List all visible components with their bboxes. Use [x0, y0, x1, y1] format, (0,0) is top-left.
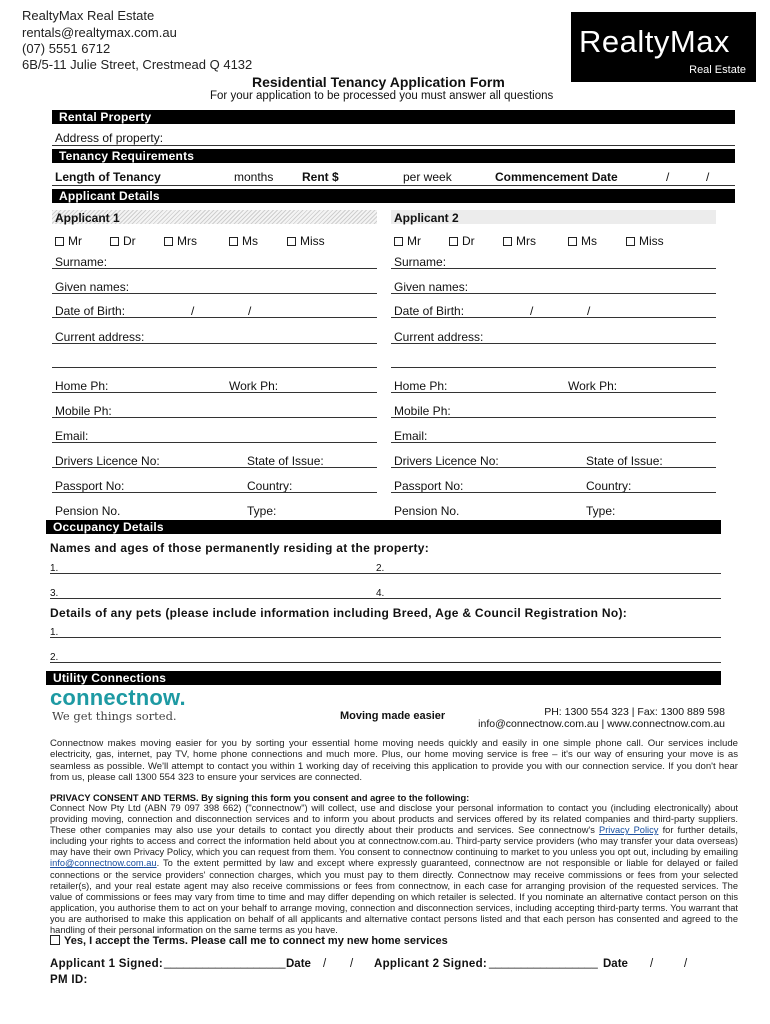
tenancy-field-line[interactable] — [52, 185, 735, 186]
section-utility-connections: Utility Connections — [46, 671, 721, 685]
a2-drivers-licence-label: Drivers Licence No: — [394, 454, 499, 468]
a2-dob-field[interactable] — [391, 317, 716, 318]
a1-current-address-field-2[interactable] — [52, 367, 377, 368]
checkbox-icon[interactable] — [626, 237, 635, 246]
a1-state-of-issue-label: State of Issue: — [247, 454, 324, 468]
a2-surname-field[interactable] — [391, 268, 716, 269]
applicant1-signature-line[interactable]: ___________________ — [164, 957, 286, 969]
a1-home-ph-label: Home Ph: — [55, 379, 109, 393]
a1-type-label: Type: — [247, 504, 277, 518]
checkbox-icon[interactable] — [55, 237, 64, 246]
pet-1-number: 1. — [50, 627, 59, 638]
applicant1-heading: Applicant 1 — [55, 211, 120, 225]
privacy-text-3: . To the extent permitted by law and except where expressly guaranteed, connectnow are not responsible or liable for delayed or failed connections or the service providers' connection charges, which you must pay to them directly. Connectnow may receive commissions or fees from your selected retailer(s), and your real estate agent may also receive commissions or fees from connectnow, in each case for arranging provision of the requested services. The value of commissions or fees may vary from time to time and may differ depending on which retailer is selected. If you nominate an alternative contact person on this application, you authorise them to act on your behalf to arrange moving, connection and disconnection services, including accepting third-party terms. You warrant that you are authorised to make this application on behalf of all applicants and alternative contact persons listed and that each person has consented and agreed to the handling of their personal information on the same terms as you have. — [50, 858, 738, 936]
a2-title-ms[interactable] — [568, 234, 597, 248]
checkbox-icon[interactable] — [110, 237, 119, 246]
title-label: Ms — [242, 234, 258, 248]
a2-phone-field[interactable] — [391, 392, 716, 393]
a2-state-of-issue-label: State of Issue: — [586, 454, 663, 468]
a1-email-label: Email: — [55, 429, 89, 443]
connectnow-intro: Connectnow makes moving easier for you by sorting your essential home moving needs quickly and easily in one simple phone call. Our services include electricity, gas, internet, pay TV, home phone connections and much more. Plus, our home moving service is free – it's our way of ensuring your move is as seamless as possible. We'll attempt to contact you within 1 working day of receiving this application to provide you with our connection service. If you don't hear from us, please call 1300 554 323 to ensure your services are connected. — [50, 738, 738, 783]
resident-row-1-field[interactable] — [50, 573, 721, 574]
a2-current-address-field-2[interactable] — [391, 367, 716, 368]
company-phone: (07) 5551 6712 — [22, 41, 111, 56]
a2-work-ph-label: Work Ph: — [568, 379, 618, 393]
a2-licence-field[interactable] — [391, 467, 716, 468]
checkbox-icon[interactable] — [503, 237, 512, 246]
resident-4-number: 4. — [376, 588, 385, 599]
rent-label: Rent $ — [302, 170, 339, 184]
a1-title-mr[interactable] — [55, 234, 82, 248]
logo-main-text: RealtyMax — [579, 24, 730, 59]
realtymax-logo — [571, 12, 756, 82]
title-label: Ms — [581, 234, 597, 248]
checkbox-icon[interactable] — [449, 237, 458, 246]
a1-current-address-field[interactable] — [52, 343, 377, 344]
privacy-email-link[interactable]: info@connectnow.com.au — [50, 858, 157, 869]
resident-1-number: 1. — [50, 563, 59, 574]
pet-2-number: 2. — [50, 652, 59, 663]
logo-sub-text: Real Estate — [689, 64, 746, 76]
per-week-label: per week — [403, 170, 452, 184]
address-of-property-label: Address of property: — [55, 131, 164, 145]
dob-slash: / — [248, 304, 252, 318]
accept-terms-label: Yes, I accept the Terms. Please call me to connect my new home services — [64, 935, 448, 947]
resident-2-number: 2. — [376, 563, 385, 574]
a1-mobile-ph-label: Mobile Ph: — [55, 404, 112, 418]
pet-row-2-field[interactable] — [50, 662, 721, 663]
a1-email-field[interactable] — [52, 442, 377, 443]
a1-dob-label: Date of Birth: — [55, 304, 126, 318]
title-label: Miss — [639, 234, 664, 248]
residents-label: Names and ages of those permanently residing at the property: — [50, 541, 430, 555]
privacy-heading: PRIVACY CONSENT AND TERMS. By signing this form you consent and agree to the following: — [50, 793, 470, 803]
a1-passport-field[interactable] — [52, 492, 377, 493]
a1-given-names-label: Given names: — [55, 280, 130, 294]
a1-work-ph-label: Work Ph: — [229, 379, 279, 393]
a1-pension-label: Pension No. — [55, 504, 121, 518]
accept-terms[interactable] — [50, 935, 448, 947]
date-slash: / — [350, 958, 354, 970]
connectnow-tagline: We get things sorted. — [52, 709, 177, 723]
commencement-date-label: Commencement Date — [495, 170, 618, 184]
title-label: Dr — [462, 234, 475, 248]
a1-title-miss[interactable] — [287, 234, 325, 248]
applicant2-heading: Applicant 2 — [394, 211, 459, 225]
applicant1-signed-label: Applicant 1 Signed: — [50, 958, 164, 970]
form-subtitle: For your application to be processed you must answer all questions — [210, 90, 554, 102]
connectnow-web: info@connectnow.com.au | www.connectnow.com.au — [478, 718, 725, 730]
a1-mobile-field[interactable] — [52, 417, 377, 418]
form-title: Residential Tenancy Application Form — [252, 74, 505, 90]
a1-phone-field[interactable] — [52, 392, 377, 393]
a2-email-field[interactable] — [391, 442, 716, 443]
title-label: Miss — [300, 234, 325, 248]
a1-title-ms[interactable] — [229, 234, 258, 248]
checkbox-icon[interactable] — [50, 935, 60, 945]
applicant2-signature-line[interactable]: _________________ — [489, 957, 598, 969]
section-rental-property: Rental Property — [52, 110, 735, 124]
section-occupancy-details: Occupancy Details — [46, 520, 721, 534]
resident-3-number: 3. — [50, 588, 59, 599]
a2-title-mr[interactable] — [394, 234, 421, 248]
a1-surname-label: Surname: — [55, 255, 108, 269]
a2-type-label: Type: — [586, 504, 616, 518]
resident-row-2-field[interactable] — [50, 598, 721, 599]
pets-label: Details of any pets (please include information including Breed, Age & Council Registration No): — [50, 606, 628, 620]
moving-made-easier: Moving made easier — [340, 710, 446, 722]
title-label: Dr — [123, 234, 136, 248]
a2-given-names-label: Given names: — [394, 280, 469, 294]
dob-slash: / — [530, 304, 534, 318]
a2-mobile-ph-label: Mobile Ph: — [394, 404, 451, 418]
pm-id-label: PM ID: — [50, 974, 88, 986]
date-slash: / — [684, 958, 688, 970]
company-email: rentals@realtymax.com.au — [22, 25, 177, 40]
a1-passport-label: Passport No: — [55, 479, 125, 493]
a2-passport-label: Passport No: — [394, 479, 464, 493]
a1-drivers-licence-label: Drivers Licence No: — [55, 454, 160, 468]
privacy-text-1: Connect Now Pty Ltd (ABN 79 097 398 662) ("connectnow") will collect, use and disclose your personal information to contact you (including electronically) about providing moving, connection and disconnection services and to inform you about products and services offered by its related companies and third-party suppliers. These other companies may also use your details to contact you directly about their products and services. See connectnow's — [50, 803, 738, 836]
a2-given-names-field[interactable] — [391, 293, 716, 294]
privacy-text-2: for further details, including your rights to access and correct the information held about you at connectnow.com.au. Third-party service providers (who may transfer your data overseas) may have their own Privacy Policy, which you can request from them. You consent to connectnow continuing to market to you unless you opt out, including by emailing — [50, 825, 738, 858]
length-of-tenancy-label: Length of Tenancy — [55, 170, 161, 184]
address-of-property-field[interactable] — [52, 145, 735, 146]
months-label: months — [234, 170, 274, 184]
privacy-terms — [50, 803, 738, 936]
title-label: Mrs — [516, 234, 536, 248]
a1-given-names-field[interactable] — [52, 293, 377, 294]
applicant2-signed-label: Applicant 2 Signed: — [374, 958, 488, 970]
a2-home-ph-label: Home Ph: — [394, 379, 448, 393]
a1-title-dr[interactable] — [110, 234, 136, 248]
date-slash: / — [666, 170, 670, 184]
checkbox-icon[interactable] — [394, 237, 403, 246]
applicant2-date-label: Date — [603, 958, 628, 970]
a1-title-mrs[interactable] — [164, 234, 197, 248]
date-slash: / — [706, 170, 710, 184]
a2-dob-label: Date of Birth: — [394, 304, 465, 318]
a1-surname-field[interactable] — [52, 268, 377, 269]
title-label: Mrs — [177, 234, 197, 248]
date-slash: / — [323, 958, 327, 970]
privacy-policy-link[interactable]: Privacy Policy — [599, 825, 659, 836]
a2-current-address-field[interactable] — [391, 343, 716, 344]
a2-pension-label: Pension No. — [394, 504, 460, 518]
section-tenancy-requirements: Tenancy Requirements — [52, 149, 735, 163]
dob-slash: / — [191, 304, 195, 318]
a2-title-miss[interactable] — [626, 234, 664, 248]
pet-row-1-field[interactable] — [50, 637, 721, 638]
a2-current-address-label: Current address: — [394, 330, 484, 344]
a1-current-address-label: Current address: — [55, 330, 145, 344]
checkbox-icon[interactable] — [287, 237, 296, 246]
a2-email-label: Email: — [394, 429, 428, 443]
checkbox-icon[interactable] — [568, 237, 577, 246]
title-label: Mr — [68, 234, 82, 248]
checkbox-icon[interactable] — [229, 237, 238, 246]
a2-mobile-field[interactable] — [391, 417, 716, 418]
checkbox-icon[interactable] — [164, 237, 173, 246]
a1-country-label: Country: — [247, 479, 293, 493]
a2-country-label: Country: — [586, 479, 632, 493]
a2-title-dr[interactable] — [449, 234, 475, 248]
company-address: 6B/5-11 Julie Street, Crestmead Q 4132 — [22, 57, 253, 72]
connectnow-phone: PH: 1300 554 323 | Fax: 1300 889 598 — [544, 706, 725, 718]
a2-passport-field[interactable] — [391, 492, 716, 493]
section-applicant-details: Applicant Details — [52, 189, 735, 203]
a1-licence-field[interactable] — [52, 467, 377, 468]
title-label: Mr — [407, 234, 421, 248]
a1-dob-field[interactable] — [52, 317, 377, 318]
connectnow-logo: connectnow. — [50, 685, 186, 710]
applicant1-date-label: Date — [286, 958, 311, 970]
a2-surname-label: Surname: — [394, 255, 447, 269]
a2-title-mrs[interactable] — [503, 234, 536, 248]
company-name: RealtyMax Real Estate — [22, 8, 155, 23]
dob-slash: / — [587, 304, 591, 318]
date-slash: / — [650, 958, 654, 970]
